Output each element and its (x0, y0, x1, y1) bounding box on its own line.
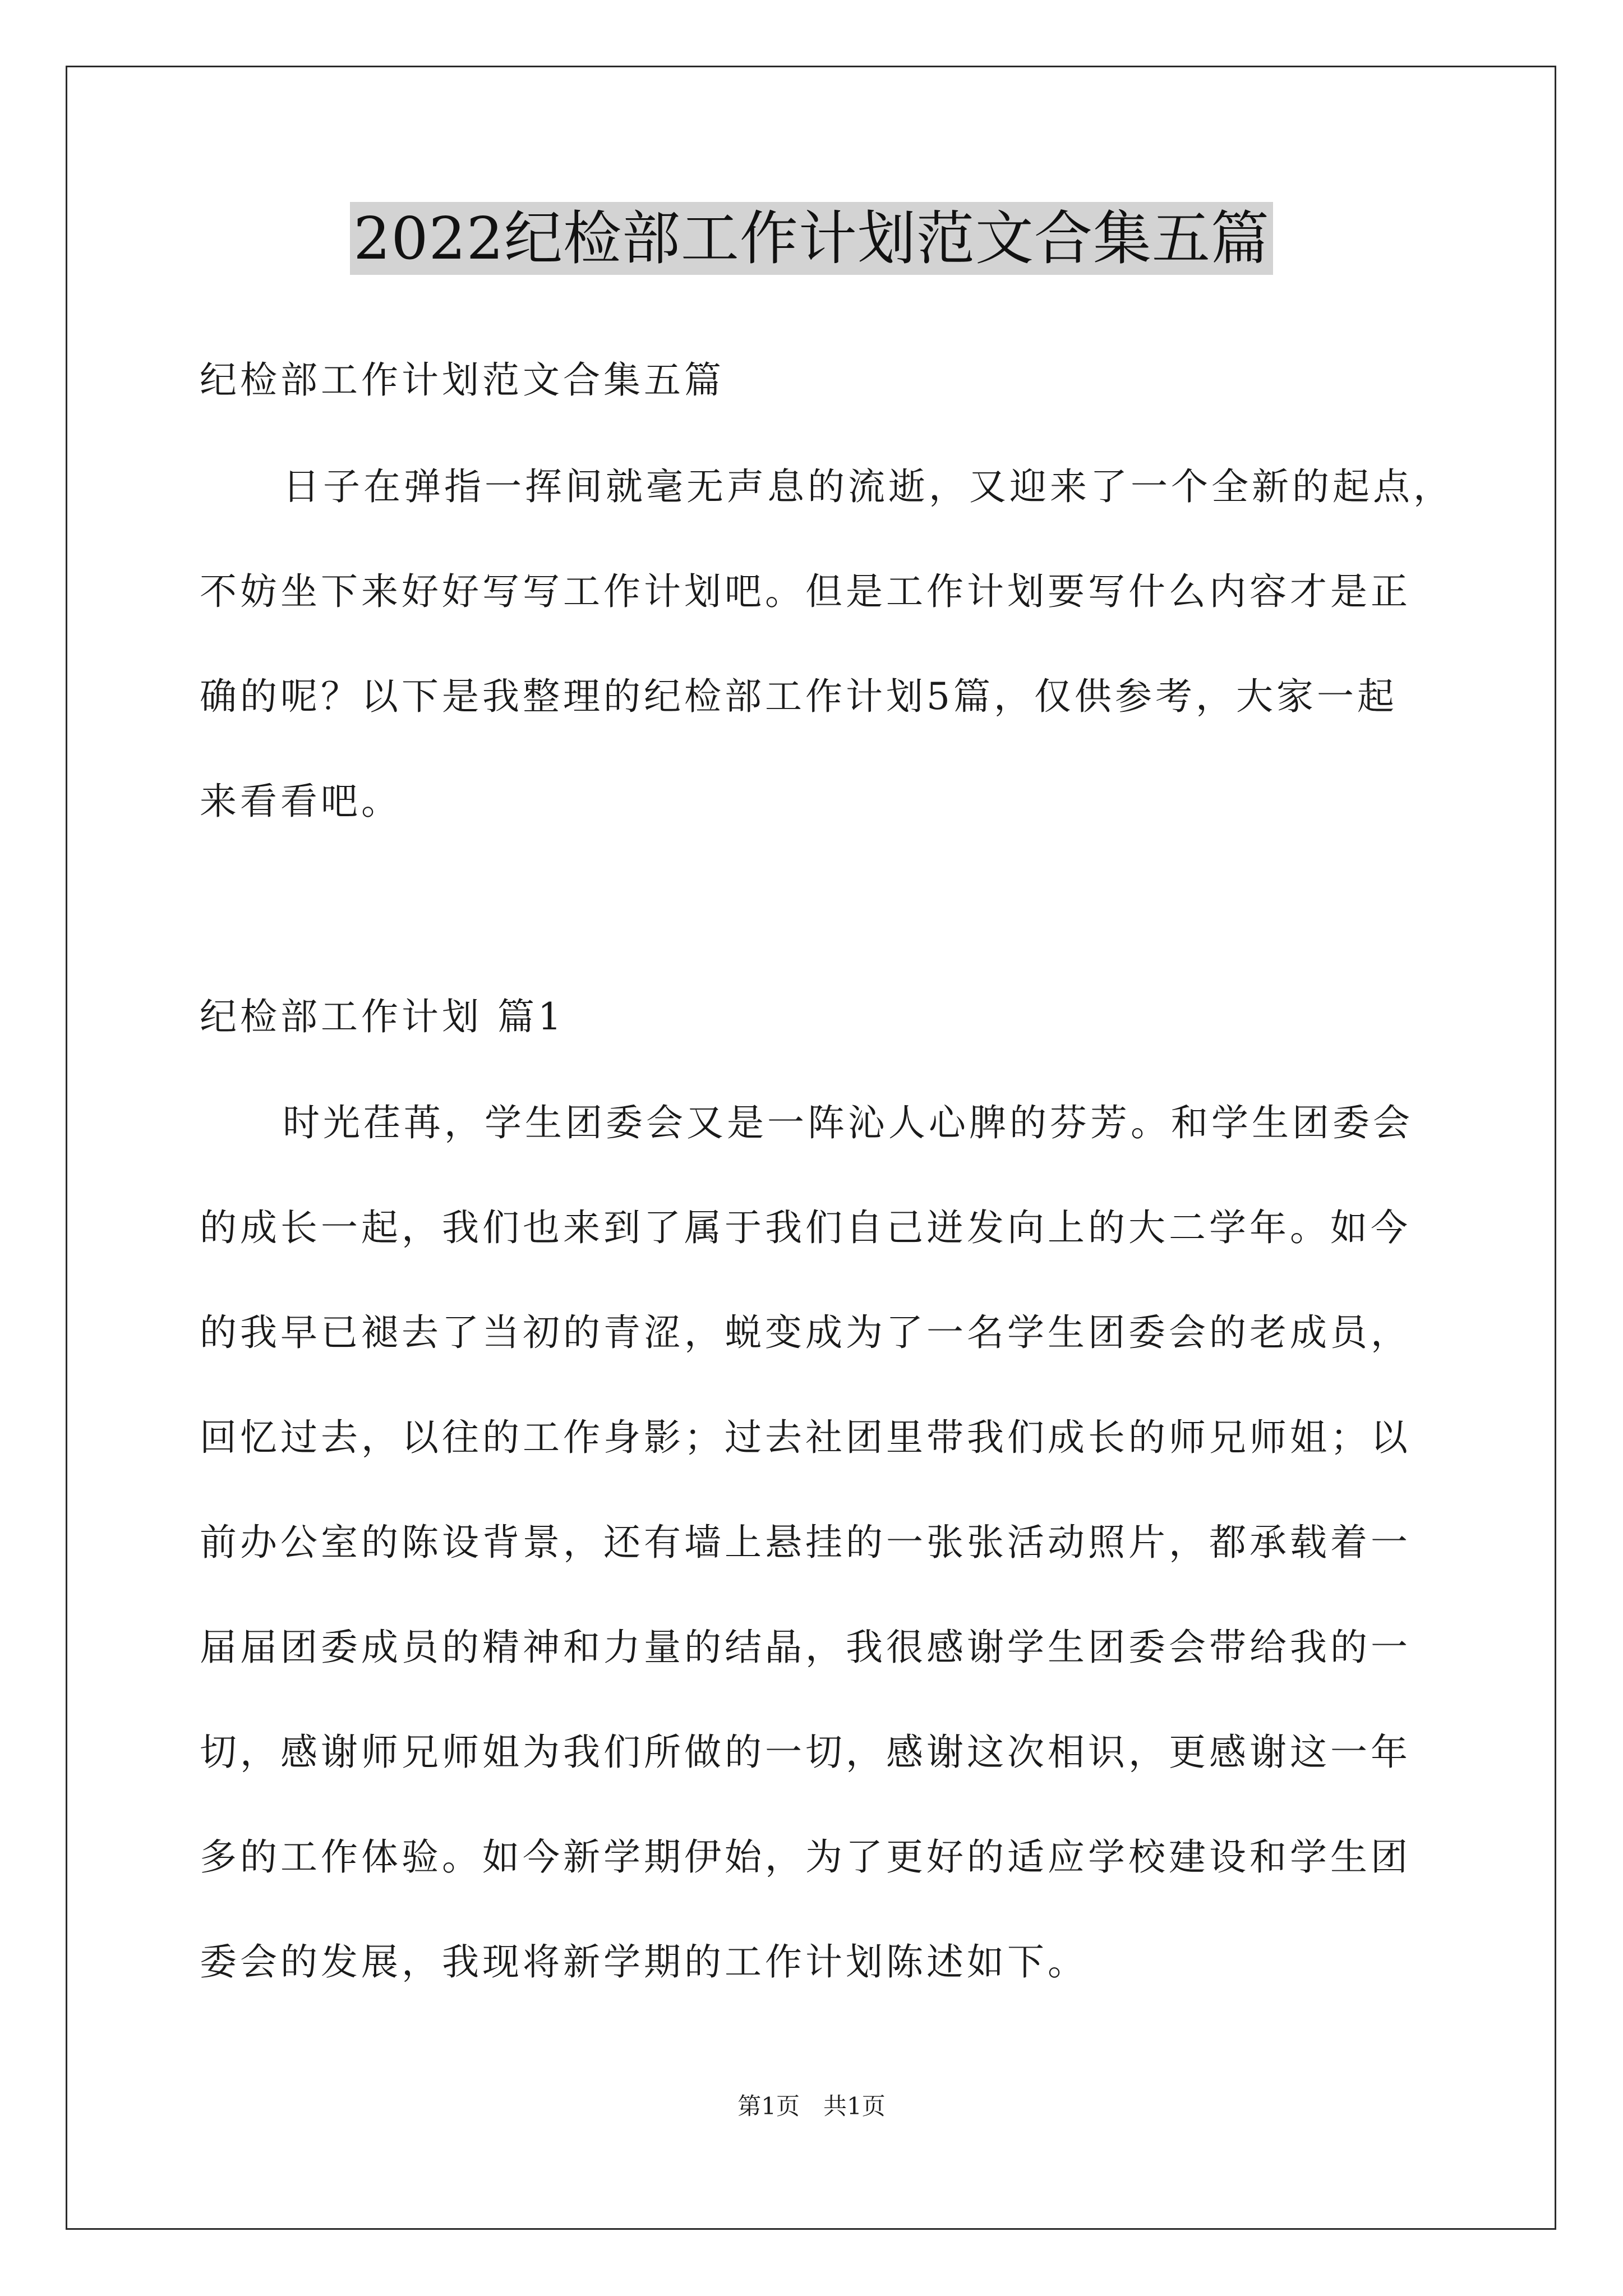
document-title: 2022纪检部工作计划范文合集五篇 (350, 202, 1273, 275)
body-line: 前办公室的陈设背景，还有墙上悬挂的一张张活动照片，都承载着一 (200, 1521, 1411, 1564)
body-line: 多的工作体验。如今新学期伊始，为了更好的适应学校建设和学生团 (200, 1835, 1411, 1879)
body-line: 回忆过去，以往的工作身影；过去社团里带我们成长的师兄师姐；以 (200, 1416, 1411, 1459)
body-line: 的成长一起，我们也来到了属于我们自己迸发向上的大二学年。如今 (200, 1206, 1411, 1249)
body-line: 委会的发展，我现将新学期的工作计划陈述如下。 (200, 1940, 1088, 1984)
intro-line: 不妨坐下来好好写写工作计划吧。但是工作计划要写什么内容才是正 (200, 570, 1411, 613)
body-line: 时光荏苒，学生团委会又是一阵沁人心脾的芬芳。和学生团委会 (283, 1101, 1413, 1144)
title-container (0, 202, 1623, 275)
intro-line: 日子在弹指一挥间就毫无声息的流逝，又迎来了一个全新的起点， (283, 465, 1454, 508)
body-line: 届届团委成员的精神和力量的结晶，我很感谢学生团委会带给我的一 (200, 1626, 1411, 1669)
body-line: 切，感谢师兄师姐为我们所做的一切，感谢这次相识，更感谢这一年 (200, 1731, 1411, 1774)
section-heading: 纪检部工作计划 篇1 (200, 995, 565, 1038)
document-subtitle: 纪检部工作计划范文合集五篇 (200, 358, 725, 402)
intro-line: 来看看吧。 (200, 780, 402, 823)
intro-line: 确的呢？以下是我整理的纪检部工作计划5篇，仅供参考，大家一起 (200, 675, 1398, 718)
body-line: 的我早已褪去了当初的青涩，蜕变成为了一名学生团委会的老成员， (200, 1311, 1411, 1354)
page-footer: 第1页 共1页 (737, 2092, 886, 2120)
